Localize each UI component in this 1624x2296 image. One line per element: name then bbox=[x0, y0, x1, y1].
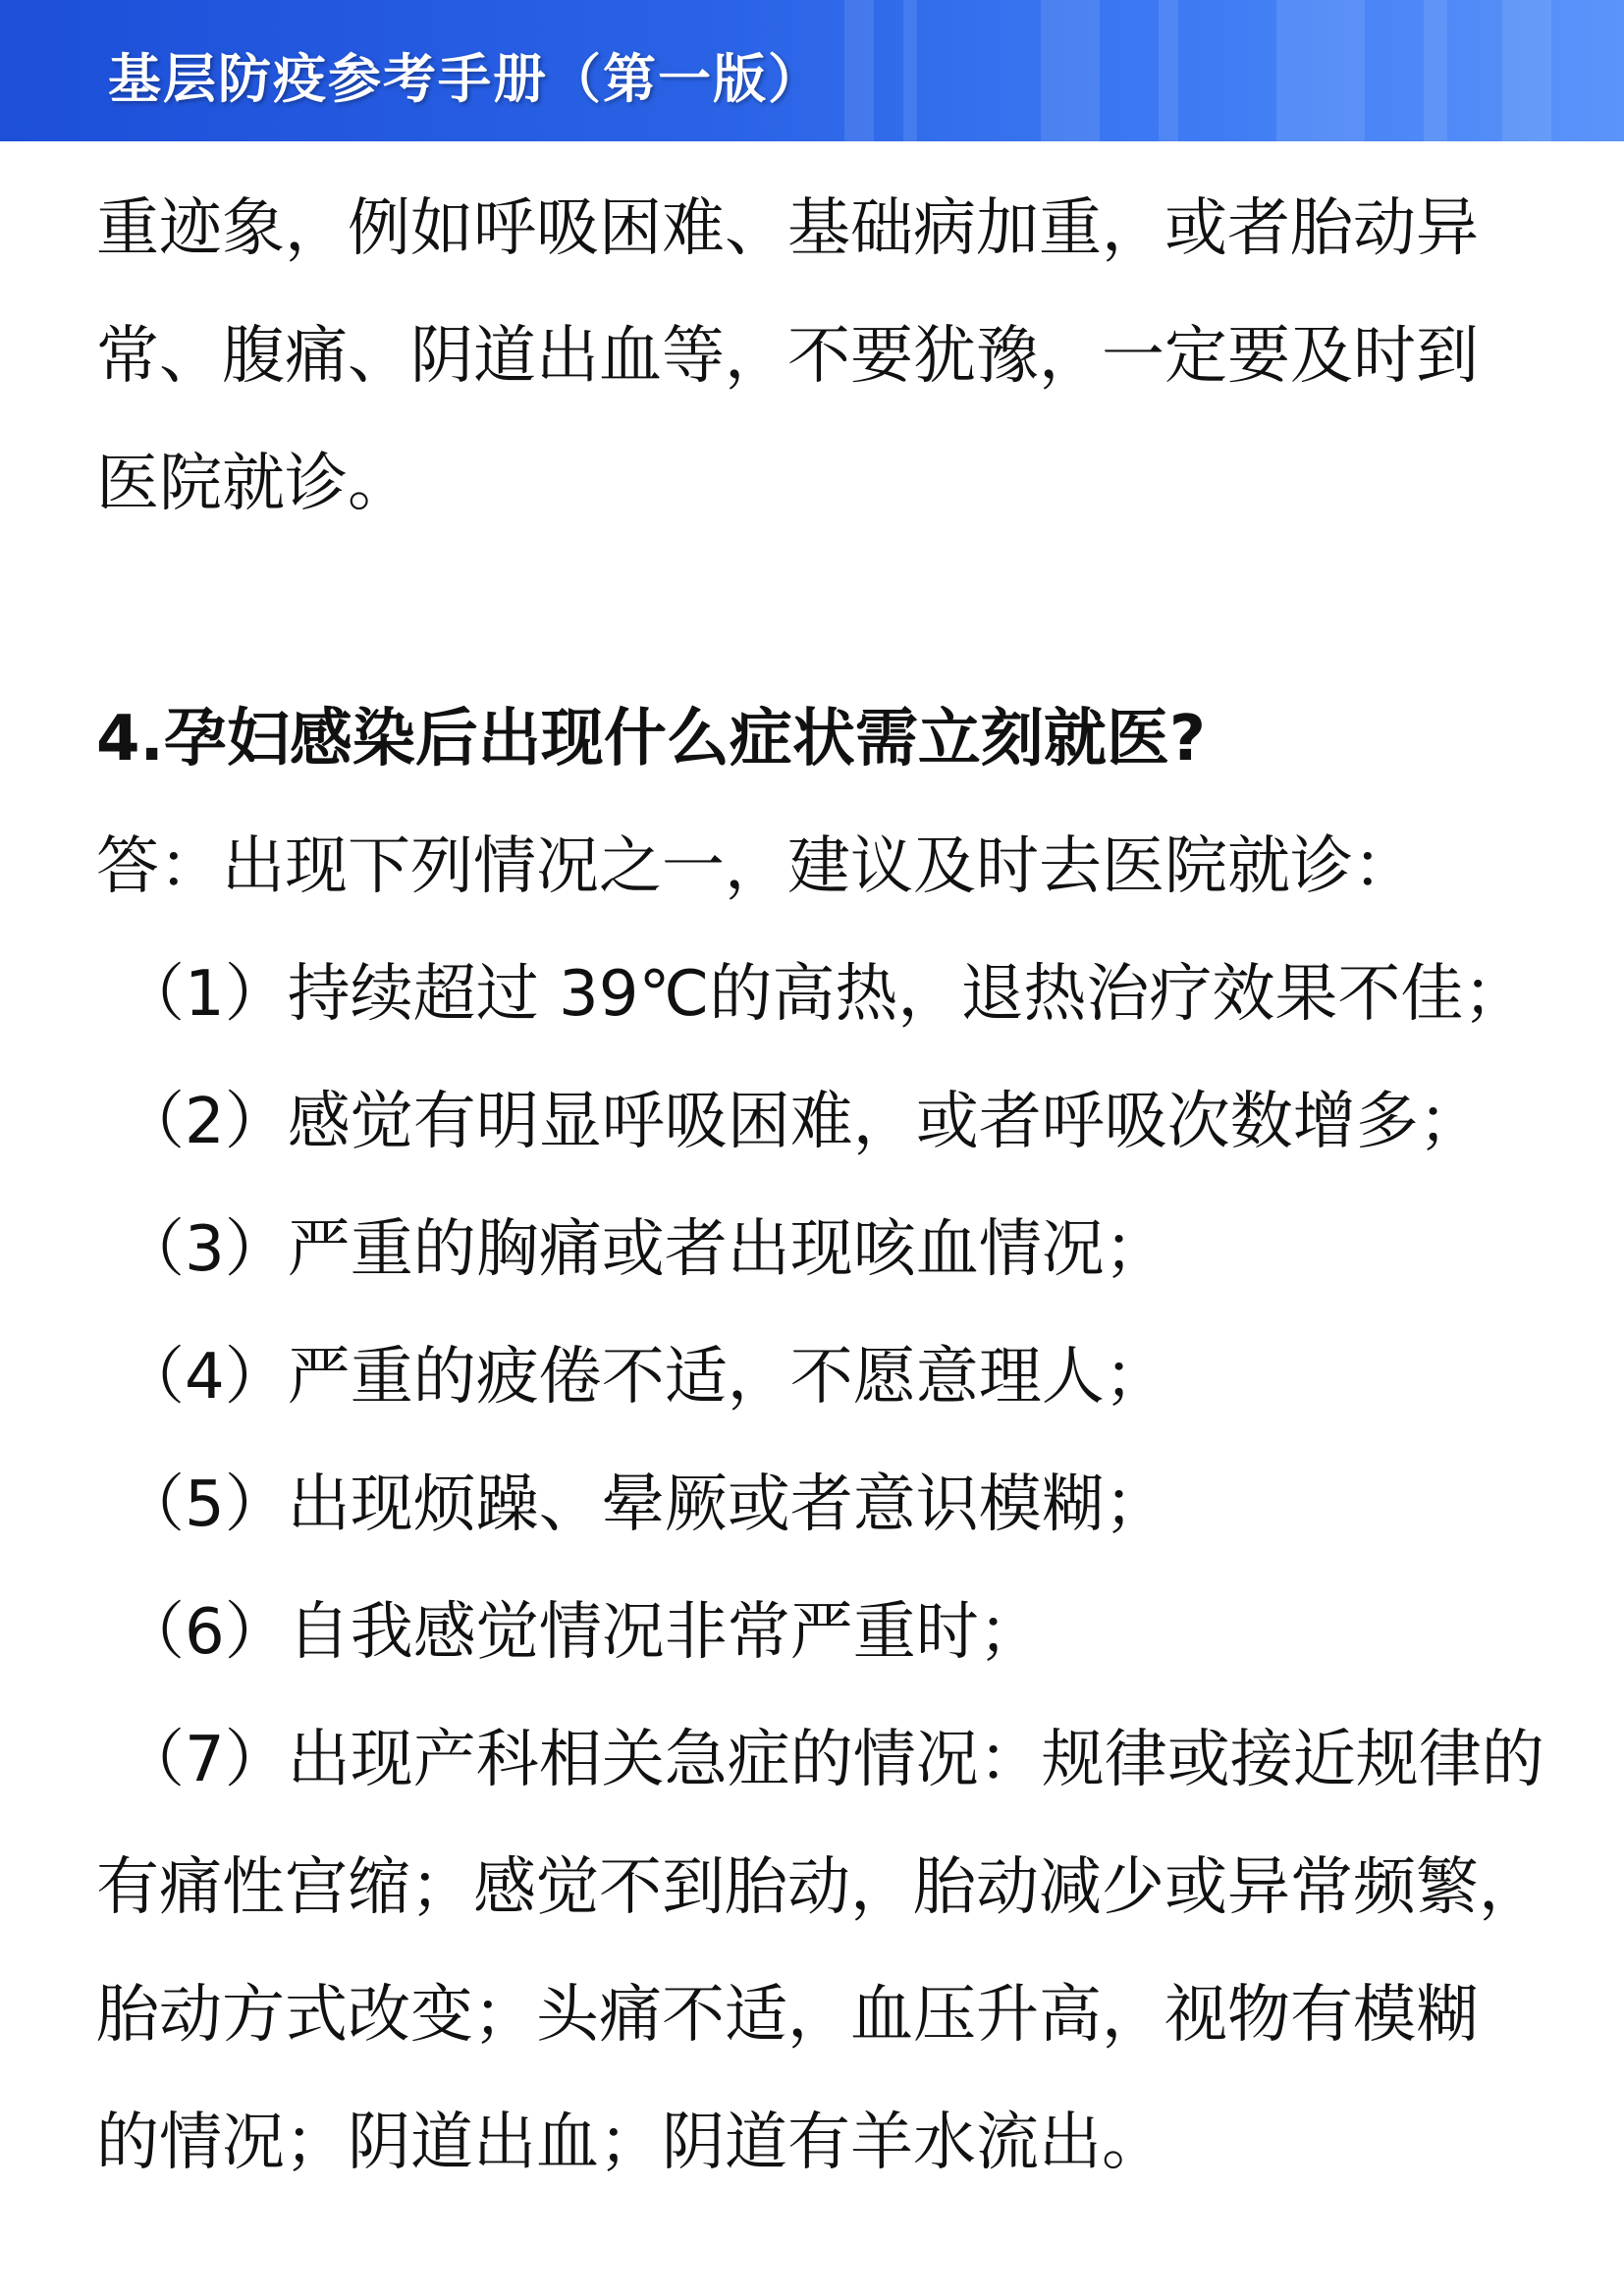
symptom-item-7-cont: 的情况；阴道出血；阴道有羊水流出。 bbox=[96, 2107, 1164, 2179]
banner-stripe bbox=[1276, 0, 1365, 141]
symptom-item-4: （4）严重的疲倦不适，不愿意理人； bbox=[122, 1341, 1167, 1414]
banner-stripe bbox=[844, 0, 874, 141]
banner-stripe bbox=[1502, 0, 1551, 141]
symptom-item-6: （6）自我感觉情况非常严重时； bbox=[122, 1596, 1042, 1669]
intro-line: 医院就诊。 bbox=[96, 448, 410, 520]
symptom-item-3: （3）严重的胸痛或者出现咳血情况； bbox=[122, 1213, 1167, 1286]
intro-line: 常、腹痛、阴道出血等，不要犹豫，一定要及时到 bbox=[96, 320, 1479, 393]
answer-prefix: 答：出现下列情况之一，建议及时去医院就诊： bbox=[96, 830, 1416, 903]
symptom-item-2: （2）感觉有明显呼吸困难，或者呼吸次数增多； bbox=[122, 1086, 1482, 1158]
header-banner bbox=[0, 0, 1624, 141]
banner-stripe bbox=[1041, 0, 1100, 141]
paragraph-gap bbox=[96, 548, 1530, 675]
symptom-item-7-cont: 有痛性宫缩；感觉不到胎动，胎动减少或异常频繁， bbox=[96, 1851, 1542, 1924]
document-body bbox=[96, 165, 1544, 2207]
banner-stripe bbox=[1424, 0, 1447, 141]
banner-stripe bbox=[903, 0, 917, 141]
symptom-item-5: （5）出现烦躁、晕厥或者意识模糊； bbox=[122, 1468, 1167, 1541]
question-heading: 4.孕妇感染后出现什么症状需立刻就医? bbox=[96, 703, 1206, 775]
symptom-item-1: （1）持续超过 39℃的高热，退热治疗效果不佳； bbox=[122, 958, 1527, 1031]
manual-title: 基层防疫参考手册（第一版） bbox=[108, 48, 823, 110]
symptom-item-7: （7）出现产科相关急症的情况：规律或接近规律的 bbox=[122, 1724, 1544, 1796]
symptom-item-7-cont: 胎动方式改变；头痛不适，血压升高，视物有模糊 bbox=[96, 1979, 1479, 2052]
intro-line: 重迹象，例如呼吸困难、基础病加重，或者胎动异 bbox=[96, 192, 1479, 265]
banner-stripe bbox=[1159, 0, 1178, 141]
